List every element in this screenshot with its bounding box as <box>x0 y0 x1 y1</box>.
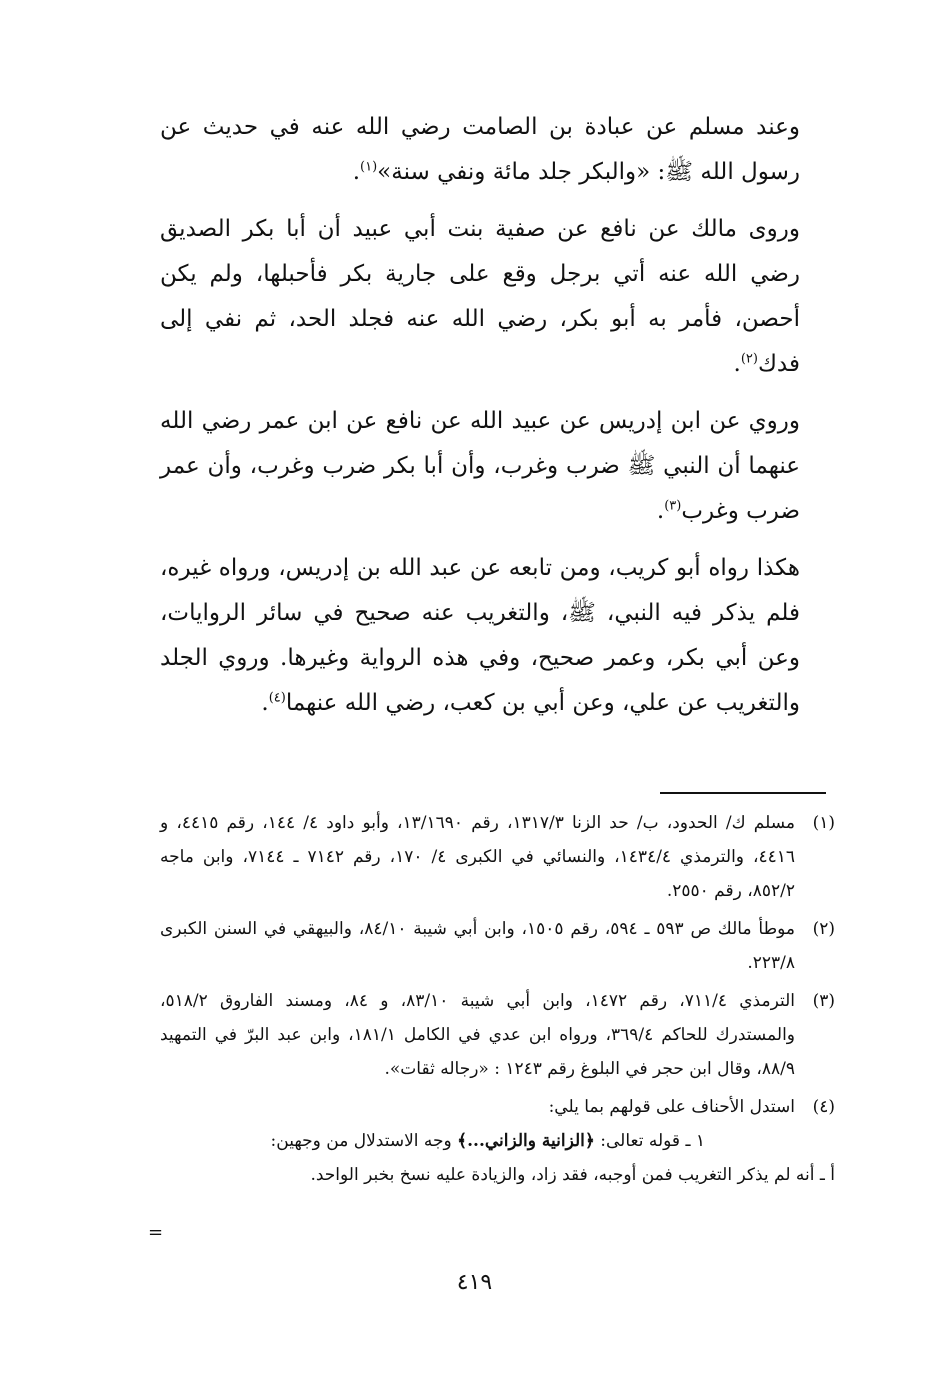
footnote-4-line-2 <box>160 1124 795 1158</box>
point-text: وجه الاستدلال من وجهين: <box>270 1131 458 1151</box>
footnote-text: الترمذي ٧١١/٤، رقم ١٤٧٢، وابن أبي شيبة ٨٣/١٠، و ٨٤، ومسند الفاروق ٥١٨/٢، والمستدرك للحاكم ٣٦٩/٤، ورواه ابن عدي في الكامل ١٨١/١، وابن عبد البرّ في التمهيد ٨٨/٩، وقال ابن حجر في البلوغ رقم ١٢٤٣ : «رجاله ثقات». <box>160 991 795 1079</box>
period: . <box>733 351 741 377</box>
page-number: ٤١٩ <box>456 1270 493 1295</box>
footnote-4 <box>160 1090 835 1192</box>
paragraph-4: هكذا رواه أبو كريب، ومن تابعه عن عبد الله بن إدريس، ورواه غيره، فلم يذكر فيه النبي، ﷺ، والتغريب عنه صحيح في سائر الروايات، وعن أبي بكر، وعمر صحيح، وفي هذه الرواية وغيرها. وروي الجلد والتغريب عن علي، وعن أبي بن كعب، رضي الله عنهما$^{(٤)}$. <box>160 555 800 716</box>
paragraph-2-text: وروى مالك عن نافع عن صفية بنت أبي عبيد أن أبا بكر الصديق رضي الله عنه أتي برجل وقع على جارية بكر فأحبلها، ولم يكن أحصن، فأمر به أبو بكر، رضي الله عنه فجلد الحد، ثم نفي إلى فدك <box>160 216 800 377</box>
footnote-1 <box>160 806 835 908</box>
footnote-text <box>160 1090 835 1192</box>
footnote-ref-1[interactable]: (١) <box>360 159 378 175</box>
footnote-3 <box>160 984 835 1086</box>
quran-quote: ﴿الزانية والزاني...﴾ <box>457 1131 595 1151</box>
footnote-ref-2[interactable]: (٢) <box>740 351 758 367</box>
continuation-mark: = <box>148 1222 164 1243</box>
paragraph-1: وعند مسلم عن عبادة بن الصامت رضي الله عنه في حديث عن رسول الله ﷺ: «والبكر جلد مائة ونفي سنة»$^{(١)}$. <box>160 114 800 185</box>
closing-quote: » <box>377 159 392 185</box>
point-label: ١ ـ قوله تعالى: <box>594 1131 705 1151</box>
paragraph-3 <box>160 399 800 534</box>
footnote-text: مسلم ك/ الحدود، ب/ حد الزنا ١٣١٧/٣، رقم ١٣/١٦٩٠، وأبو داود ٤/ ١٤٤، رقم ٤٤١٥، و ٤٤١٦، والترمذي ١٤٣٤/٤، والنسائي في الكبرى ٤/ ١٧٠، رقم ٧١٤٢ ـ ٧١٤٤، وابن ماجه ٨٥٢/٢، رقم ٢٥٥٠. <box>160 813 795 901</box>
footnote-number: (٢) <box>812 919 835 939</box>
footnote-number: (٣) <box>812 991 835 1011</box>
footnote-ref-3[interactable]: (٣) <box>664 498 682 514</box>
paragraph-3-text: وروي عن ابن إدريس عن عبيد الله عن نافع عن ابن عمر رضي الله عنهما أن النبي ﷺ ضرب وغرب، وأن أبا بكر ضرب وغرب، وأن عمر ضرب وغرب <box>160 408 800 524</box>
footnote-number: (١) <box>812 813 835 833</box>
footnotes <box>160 806 835 1196</box>
footnote-2 <box>160 912 835 980</box>
footnote-4-line-1: استدل الأحناف على قولهم بما يلي: <box>548 1097 795 1117</box>
footnote-number: (٤) <box>812 1097 835 1117</box>
footnote-separator <box>660 792 826 794</box>
paragraph-1-text: وعند مسلم عن عبادة بن الصامت رضي الله عنه في حديث عن رسول الله ﷺ: «والبكر جلد مائة ونفي سنة <box>160 114 800 185</box>
period: . <box>656 498 665 524</box>
main-text <box>160 105 800 738</box>
footnote-text: موطأ مالك ص ٥٩٣ ـ ٥٩٤، رقم ١٥٠٥، وابن أبي شيبة ٨٤/١٠، والبيهقي في السنن الكبرى ٢٢٣/٨. <box>160 919 795 973</box>
footnote-4-line-3: أ ـ أنه لم يذكر التغريب فمن أوجبه، فقد زاد، والزيادة عليه نسخ بخبر الواحد. <box>310 1165 835 1185</box>
paragraph-4-text: هكذا رواه أبو كريب، ومن تابعه عن عبد الله بن إدريس، ورواه غيره، فلم يذكر فيه النبي، ﷺ، والتغريب عنه صحيح في سائر الروايات، وعن أبي بكر، وعمر صحيح، وفي هذه الرواية وغيرها. وروي الجلد والتغريب عن علي، وعن أبي بن كعب، رضي الله عنهما <box>160 555 800 716</box>
paragraph-2 <box>160 207 800 387</box>
footnote-ref-4[interactable]: (٤) <box>268 690 286 706</box>
